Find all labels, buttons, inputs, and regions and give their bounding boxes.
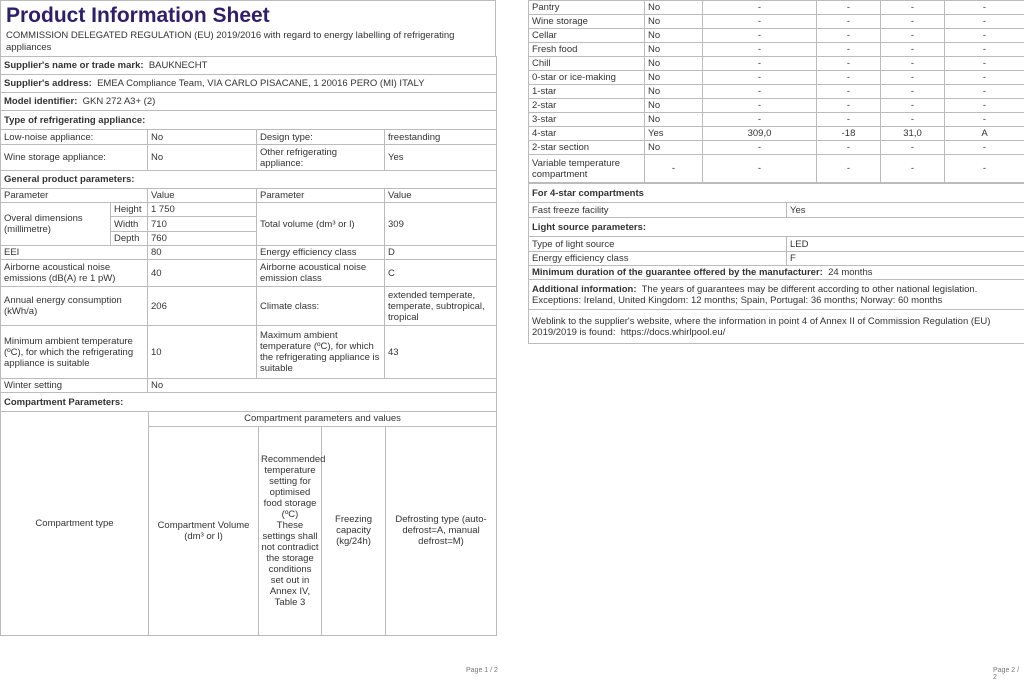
compartment-freezing: - [881,1,945,15]
other-refrig-value: Yes [385,145,497,171]
compartment-freezing: - [881,57,945,71]
winter-setting-value: No [148,379,497,393]
compartment-temp: - [817,1,881,15]
compartment-freezing: - [881,71,945,85]
design-type-value: freestanding [385,130,497,145]
fast-freeze-label: Fast freeze facility [529,203,787,218]
compartment-defrost: - [945,57,1024,71]
compartment-temp: - [817,71,881,85]
climate-class-label: Climate class: [257,287,385,326]
page-2 [528,0,1024,344]
comp-type-header: Compartment type [1,412,149,635]
title-box [0,0,496,56]
info-table-page1 [0,56,497,412]
compartment-present: - [645,155,703,183]
min-temp-value: 10 [148,326,257,379]
winter-setting-label: Winter setting [1,379,148,393]
light-class-value: F [787,252,1024,266]
comp-volume-header: Compartment Volume (dm³ or l) [149,426,259,635]
compartment-freezing: 31,0 [881,127,945,141]
compartment-name: 3-star [529,113,645,127]
noise-emissions-value: 40 [148,260,257,287]
climate-class-value: extended temperate, temperate, subtropical, tropical [385,287,497,326]
compartment-defrost: - [945,141,1024,155]
low-noise-label: Low-noise appliance: [1,130,148,145]
compartment-present: No [645,71,703,85]
compartment-name: Fresh food [529,43,645,57]
guarantee-value: 24 months [828,267,872,278]
fast-freeze-value: Yes [787,203,1024,218]
general-heading: General product parameters: [1,171,497,189]
compartment-name: 2-star [529,99,645,113]
compartment-defrost: - [945,155,1024,183]
page-title: Product Information Sheet [6,3,490,28]
page-1 [0,0,496,636]
energy-class-label: Energy efficiency class [257,246,385,260]
compartment-volume: - [703,113,817,127]
compartment-volume: - [703,99,817,113]
compartment-volume: - [703,85,817,99]
compartment-freezing: - [881,99,945,113]
table-row [529,141,1024,155]
compartment-defrost: - [945,15,1024,29]
compartment-defrost: - [945,113,1024,127]
compartment-temp: - [817,85,881,99]
min-temp-label: Minimum ambient temperature (ºC), for which the refrigerating appliance is suitable [1,326,148,379]
comp-temp-title: Recommended temperature setting for optimised food storage (ºC) [261,454,325,520]
compartment-volume: - [703,29,817,43]
compartment-defrost: - [945,99,1024,113]
regulation-text: COMMISSION DELEGATED REGULATION (EU) 2019/2016 with regard to energy labelling of refrigerating appliances [6,30,490,54]
additional-row: Additional information: The years of guarantees may be different according to other national legislation. Exceptions: Ireland, United Kingdom: 12 months; Spain, Portugal: 36 months; Norway: 60 months [529,280,1024,310]
compartment-volume: - [703,15,817,29]
col-parameter-2: Parameter [257,189,385,203]
compartment-volume: 309,0 [703,127,817,141]
weblink-value: https://docs.whirlpool.eu/ [621,327,726,338]
width-value: 710 [148,217,257,232]
info-table-page2 [528,183,1024,344]
compartment-present: No [645,1,703,15]
compartment-volume: - [703,141,817,155]
comp-freezing-header: Freezing capacity (kg/24h) [322,426,386,635]
total-volume-label: Total volume (dm³ or l) [257,203,385,246]
compartment-heading: Compartment Parameters: [1,393,497,412]
compartment-temp: - [817,57,881,71]
table-row [529,99,1024,113]
compartment-freezing: - [881,141,945,155]
col-value-2: Value [385,189,497,203]
compartment-temp: - [817,15,881,29]
compartment-volume: - [703,43,817,57]
model-value: GKN 272 A3+ (2) [83,96,156,107]
eei-label: EEI [1,246,148,260]
height-label: Height [111,203,148,217]
compartment-temp: - [817,155,881,183]
dimensions-label: Overal dimensions (millimetre) [1,203,111,246]
compartment-temp: -18 [817,127,881,141]
col-parameter: Parameter [1,189,148,203]
light-type-value: LED [787,237,1024,252]
address-value: EMEA Compliance Team, VIA CARLO PISACANE, 1 20016 PERO (MI) ITALY [97,78,424,89]
compartment-name: 2-star section [529,141,645,155]
max-temp-value: 43 [385,326,497,379]
compartment-present: No [645,113,703,127]
compartment-present: No [645,15,703,29]
additional-value: The years of guarantees may be different according to other national legislation. Exceptions: Ireland, United Kingdom: 12 months; Spain, Portugal: 36 months; Norway: 60 months [532,284,977,306]
model-row: Model identifier: GKN 272 A3+ (2) [1,93,497,111]
table-row [529,155,1024,183]
light-class-label: Energy efficiency class [529,252,787,266]
comp-temp-note: These settings shall not contradict the storage conditions set out in Annex IV, Table 3 [261,520,318,608]
compartment-name: 0-star or ice-making [529,71,645,85]
table-row [529,85,1024,99]
height-value: 1 750 [148,203,257,217]
annual-energy-value: 206 [148,287,257,326]
compartment-volume: - [703,71,817,85]
compartment-freezing: - [881,29,945,43]
compartment-present: Yes [645,127,703,141]
compartment-temp: - [817,99,881,113]
compartment-defrost: - [945,71,1024,85]
weblink-row: Weblink to the supplier's website, where the information in point 4 of Annex II of Commission Regulation (EU) 2019/2019 is found: https://docs.whirlpool.eu/ [529,310,1024,344]
width-label: Width [111,217,148,232]
compartment-name: 4-star [529,127,645,141]
compartment-name: Wine storage [529,15,645,29]
table-row [529,43,1024,57]
compartment-present: No [645,99,703,113]
compartment-temp: - [817,43,881,57]
compartment-temp: - [817,113,881,127]
comp-temp-header [259,426,322,635]
supplier-row: Supplier's name or trade mark: BAUKNECHT [1,57,497,75]
max-temp-label: Maximum ambient temperature (ºC), for which the refrigerating appliance is suitable [257,326,385,379]
noise-class-value: C [385,260,497,287]
wine-storage-label: Wine storage appliance: [1,145,148,171]
light-type-label: Type of light source [529,237,787,252]
compartment-present: No [645,141,703,155]
compartment-name: 1-star [529,85,645,99]
compartment-defrost: - [945,85,1024,99]
compartment-temp: - [817,141,881,155]
noise-emissions-label: Airborne acoustical noise emissions (dB(A) re 1 pW) [1,260,148,287]
compartment-rows [529,1,1024,183]
supplier-value: BAUKNECHT [149,60,208,71]
noise-class-label: Airborne acoustical noise emission class [257,260,385,287]
compartment-freezing: - [881,155,945,183]
comp-defrost-header: Defrosting type (auto-defrost=A, manual defrost=M) [386,426,497,635]
wine-storage-value: No [148,145,257,171]
address-row: Supplier's address: EMEA Compliance Team, VIA CARLO PISACANE, 1 20016 PERO (MI) ITALY [1,75,497,93]
depth-value: 760 [148,232,257,246]
four-star-heading: For 4-star compartments [529,184,1024,203]
comp-params-header: Compartment parameters and values [149,412,497,426]
page-1-number: Page 1 / 2 [466,667,498,674]
depth-label: Depth [111,232,148,246]
table-row [529,29,1024,43]
compartment-defrost: - [945,43,1024,57]
col-value: Value [148,189,257,203]
compartment-freezing: - [881,85,945,99]
energy-class-value: D [385,246,497,260]
compartment-defrost: - [945,29,1024,43]
compartment-temp: - [817,29,881,43]
compartment-table [528,0,1024,183]
other-refrig-label: Other refrigerating appliance: [257,145,385,171]
table-row [529,57,1024,71]
table-row [529,1,1024,15]
compartment-present: No [645,29,703,43]
compartment-present: No [645,85,703,99]
compartment-name: Chill [529,57,645,71]
low-noise-value: No [148,130,257,145]
compartment-volume: - [703,155,817,183]
page-2-number: Page 2 / 2 [993,667,1024,681]
guarantee-row: Minimum duration of the guarantee offered by the manufacturer: 24 months [529,266,1024,280]
annual-energy-label: Annual energy consumption (kWh/a) [1,287,148,326]
compartment-volume: - [703,1,817,15]
compartment-present: No [645,57,703,71]
compartment-freezing: - [881,113,945,127]
compartment-volume: - [703,57,817,71]
design-type-label: Design type: [257,130,385,145]
table-row [529,71,1024,85]
type-heading: Type of refrigerating appliance: [1,111,497,130]
total-volume-value: 309 [385,203,497,246]
table-row [529,15,1024,29]
compartment-freezing: - [881,43,945,57]
compartment-defrost: A [945,127,1024,141]
table-row [529,127,1024,141]
compartment-present: No [645,43,703,57]
compartment-name: Cellar [529,29,645,43]
light-heading: Light source parameters: [529,218,1024,237]
table-row [529,113,1024,127]
compartment-defrost: - [945,1,1024,15]
eei-value: 80 [148,246,257,260]
compartment-freezing: - [881,15,945,29]
compartment-header-table [0,412,497,636]
compartment-name: Variable temperature compartment [529,155,645,183]
compartment-name: Pantry [529,1,645,15]
